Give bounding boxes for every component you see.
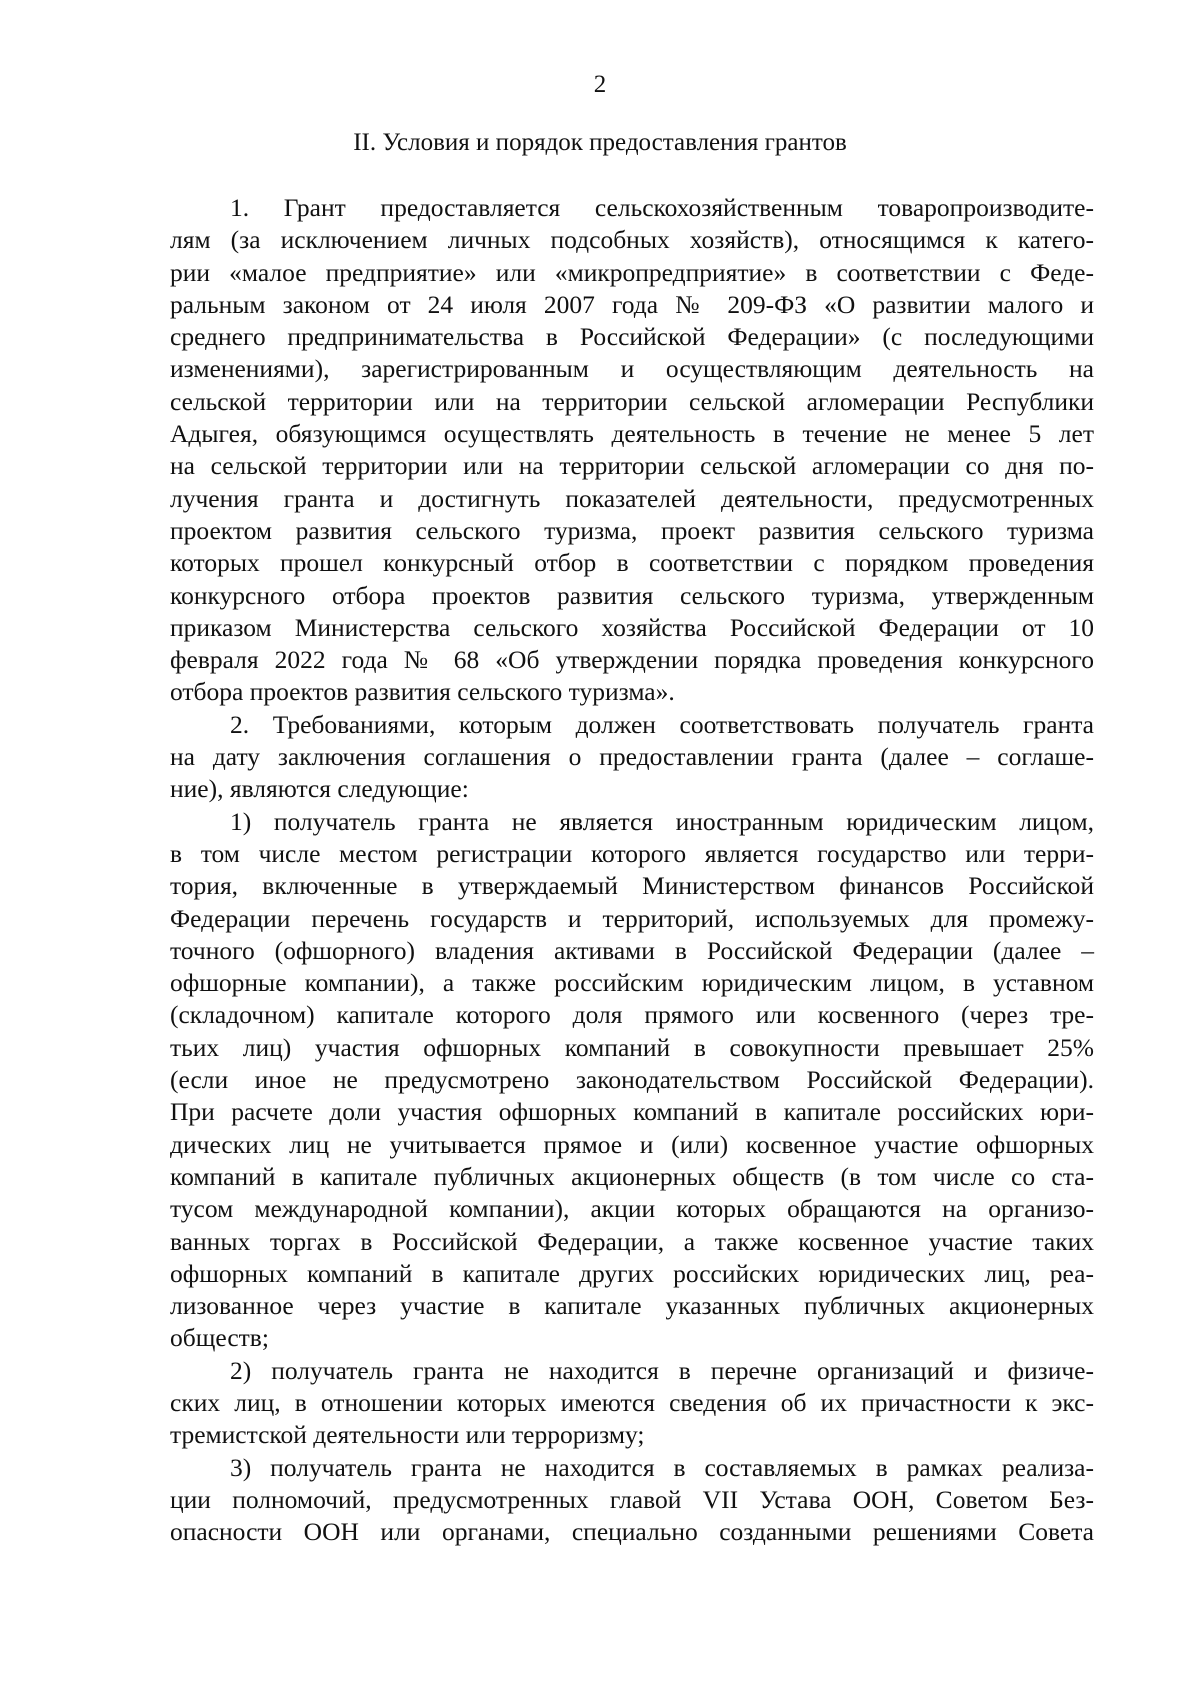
text-line: Адыгея, обязующимся осуществлять деятельность в течение не менее 5 лет xyxy=(170,419,1094,449)
text-line: тусом международной компании), акции которых обращаются на организо- xyxy=(170,1194,1094,1224)
text-line: Федерации перечень государств и территорий, используемых для промежу- xyxy=(170,903,1094,933)
text-line: на сельской территории или на территории сельской агломерации со дня по- xyxy=(170,451,1094,481)
text-line: среднего предпринимательства в Российской Федерации» (с последующими xyxy=(170,322,1094,352)
text-line: обществ; xyxy=(170,1323,269,1353)
text-line: тремистской деятельности или терроризму; xyxy=(170,1420,645,1450)
text-line: офшорных компаний в капитале других российских юридических лиц, реа- xyxy=(170,1258,1094,1288)
section-title: II. Условия и порядок предоставления грантов xyxy=(353,129,847,156)
text-line: компаний в капитале публичных акционерных обществ (в том числе со ста- xyxy=(170,1161,1094,1191)
text-line: точного (офшорного) владения активами в Российской Федерации (далее – xyxy=(170,935,1094,965)
text-line: февраля 2022 года № 68 «Об утверждении порядка проведения конкурсного xyxy=(170,645,1094,675)
text-line: ских лиц, в отношении которых имеются сведения об их причастности к экс- xyxy=(170,1387,1094,1417)
text-line: офшорные компании), а также российским юридическим лицом, в уставном xyxy=(170,968,1094,998)
text-line: рии «малое предприятие» или «микропредприятие» в соответствии с Феде- xyxy=(170,257,1094,287)
text-line: ние), являются следующие: xyxy=(170,774,469,804)
text-line: отбора проектов развития сельского туризма». xyxy=(170,677,675,707)
text-line: (если иное не предусмотрено законодательством Российской Федерации). xyxy=(170,1065,1094,1095)
text-line: которых прошел конкурсный отбор в соответствии с порядком проведения xyxy=(170,548,1094,578)
text-line: дических лиц не учитывается прямое и (или) косвенное участие офшорных xyxy=(170,1129,1094,1159)
text-line: 3) получатель гранта не находится в составляемых в рамках реализа- xyxy=(230,1452,1094,1482)
text-line: лучения гранта и достигнуть показателей деятельности, предусмотренных xyxy=(170,483,1094,513)
text-line: При расчете доли участия офшорных компаний в капитале российских юри- xyxy=(170,1097,1094,1127)
text-line: 2. Требованиями, которым должен соответствовать получатель гранта xyxy=(230,709,1094,739)
text-line: 1) получатель гранта не является иностранным юридическим лицом, xyxy=(230,806,1094,836)
page-number: 2 xyxy=(593,71,607,98)
text-line: в том числе местом регистрации которого является государство или терри- xyxy=(170,838,1094,868)
text-line: проектом развития сельского туризма, проект развития сельского туризма xyxy=(170,515,1094,545)
text-line: лям (за исключением личных подсобных хозяйств), относящимся к катего- xyxy=(170,225,1094,255)
text-line: ральным законом от 24 июля 2007 года № 209-ФЗ «О развитии малого и xyxy=(170,289,1094,319)
text-line: тьих лиц) участия офшорных компаний в совокупности превышает 25% xyxy=(170,1032,1094,1062)
text-line: 2) получатель гранта не находится в перечне организаций и физиче- xyxy=(230,1355,1094,1385)
text-line: (складочном) капитале которого доля прямого или косвенного (через тре- xyxy=(170,1000,1094,1030)
text-line: лизованное через участие в капитале указанных публичных акционерных xyxy=(170,1291,1094,1321)
text-line: опасности ООН или органами, специально созданными решениями Совета xyxy=(170,1517,1094,1547)
text-line: ции полномочий, предусмотренных главой VII Устава ООН, Советом Без- xyxy=(170,1484,1094,1514)
text-line: изменениями), зарегистрированным и осуществляющим деятельность на xyxy=(170,354,1094,384)
text-line: сельской территории или на территории сельской агломерации Республики xyxy=(170,386,1094,416)
body-text xyxy=(170,192,1094,1548)
text-line: приказом Министерства сельского хозяйства Российской Федерации от 10 xyxy=(170,612,1094,642)
text-line: конкурсного отбора проектов развития сельского туризма, утвержденным xyxy=(170,580,1094,610)
text-line: 1. Грант предоставляется сельскохозяйственным товаропроизводите- xyxy=(230,193,1094,222)
text-line: на дату заключения соглашения о предоставлении гранта (далее – соглаше- xyxy=(170,742,1094,772)
text-line: тория, включенные в утверждаемый Министерством финансов Российской xyxy=(170,871,1094,901)
text-line: ванных торгах в Российской Федерации, а также косвенное участие таких xyxy=(170,1226,1094,1256)
